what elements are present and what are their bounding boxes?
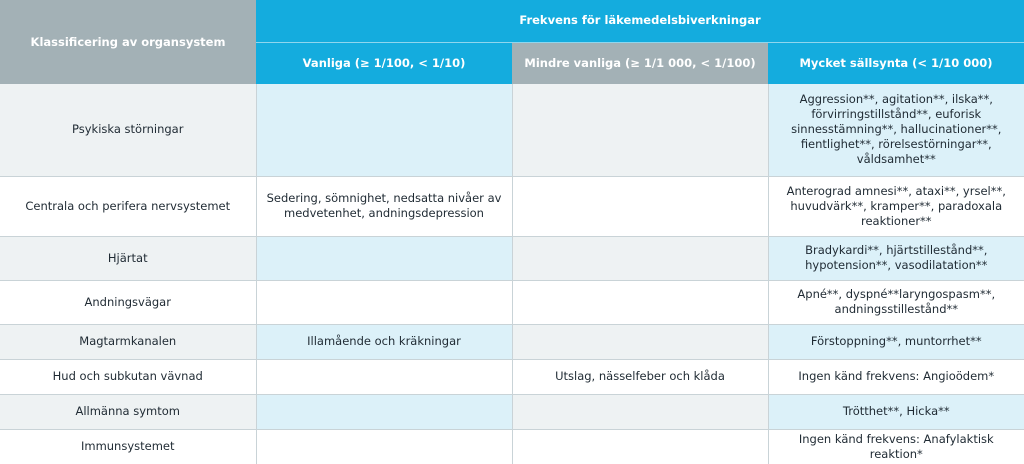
- common-cell: [256, 359, 512, 394]
- very-rare-cell: Ingen känd frekvens: Anafylaktisk reaktion*: [768, 429, 1024, 464]
- uncommon-cell: [512, 429, 768, 464]
- category-cell: Allmänna symtom: [0, 394, 256, 429]
- uncommon-cell: [512, 84, 768, 176]
- uncommon-column-header: Mindre vanliga (≥ 1/1 000, < 1/100): [512, 42, 768, 84]
- very-rare-cell: Förstoppning**, muntorrhet**: [768, 324, 1024, 359]
- table-row: [0, 236, 1024, 280]
- very-rare-cell: Trötthet**, Hicka**: [768, 394, 1024, 429]
- table-row: [0, 280, 1024, 324]
- common-cell: Sedering, sömnighet, nedsatta nivåer av medvetenhet, andningsdepression: [256, 176, 512, 236]
- category-cell: Hud och subkutan vävnad: [0, 359, 256, 394]
- very-rare-column-header: Mycket sällsynta (< 1/10 000): [768, 42, 1024, 84]
- common-column-header: Vanliga (≥ 1/100, < 1/10): [256, 42, 512, 84]
- common-cell: [256, 280, 512, 324]
- common-cell: [256, 236, 512, 280]
- uncommon-cell: [512, 394, 768, 429]
- very-rare-cell: Bradykardi**, hjärtstillestånd**, hypotension**, vasodilatation**: [768, 236, 1024, 280]
- table-row: [0, 324, 1024, 359]
- common-cell: [256, 394, 512, 429]
- very-rare-cell: Aggression**, agitation**, ilska**, förvirringstillstånd**, euforisk sinnesstämning**, hallucinationer**, fientlighet**, rörelsestörningar**, våldsamhet**: [768, 84, 1024, 176]
- common-cell: [256, 429, 512, 464]
- very-rare-cell: Anterograd amnesi**, ataxi**, yrsel**, huvudvärk**, kramper**, paradoxala reaktioner**: [768, 176, 1024, 236]
- category-cell: Hjärtat: [0, 236, 256, 280]
- uncommon-cell: [512, 324, 768, 359]
- very-rare-cell: Ingen känd frekvens: Angioödem*: [768, 359, 1024, 394]
- uncommon-cell: [512, 176, 768, 236]
- common-cell: [256, 84, 512, 176]
- common-cell: Illamående och kräkningar: [256, 324, 512, 359]
- organ-system-header: Klassificering av organsystem: [0, 0, 256, 84]
- category-cell: Magtarmkanalen: [0, 324, 256, 359]
- uncommon-cell: [512, 236, 768, 280]
- table-header: [0, 0, 1024, 84]
- uncommon-cell: [512, 280, 768, 324]
- category-cell: Centrala och perifera nervsystemet: [0, 176, 256, 236]
- table-row: [0, 176, 1024, 236]
- table-row: [0, 394, 1024, 429]
- category-cell: Psykiska störningar: [0, 84, 256, 176]
- very-rare-cell: Apné**, dyspné**laryngospasm**, andningsstillestånd**: [768, 280, 1024, 324]
- uncommon-cell: Utslag, nässelfeber och klåda: [512, 359, 768, 394]
- table-row: [0, 84, 1024, 176]
- category-cell: Andningsvägar: [0, 280, 256, 324]
- table-row: [0, 359, 1024, 394]
- category-cell: Immunsystemet: [0, 429, 256, 464]
- frequency-group-header: Frekvens för läkemedelsbiverkningar: [256, 0, 1024, 42]
- table-body: [0, 84, 1024, 464]
- table-row: [0, 429, 1024, 464]
